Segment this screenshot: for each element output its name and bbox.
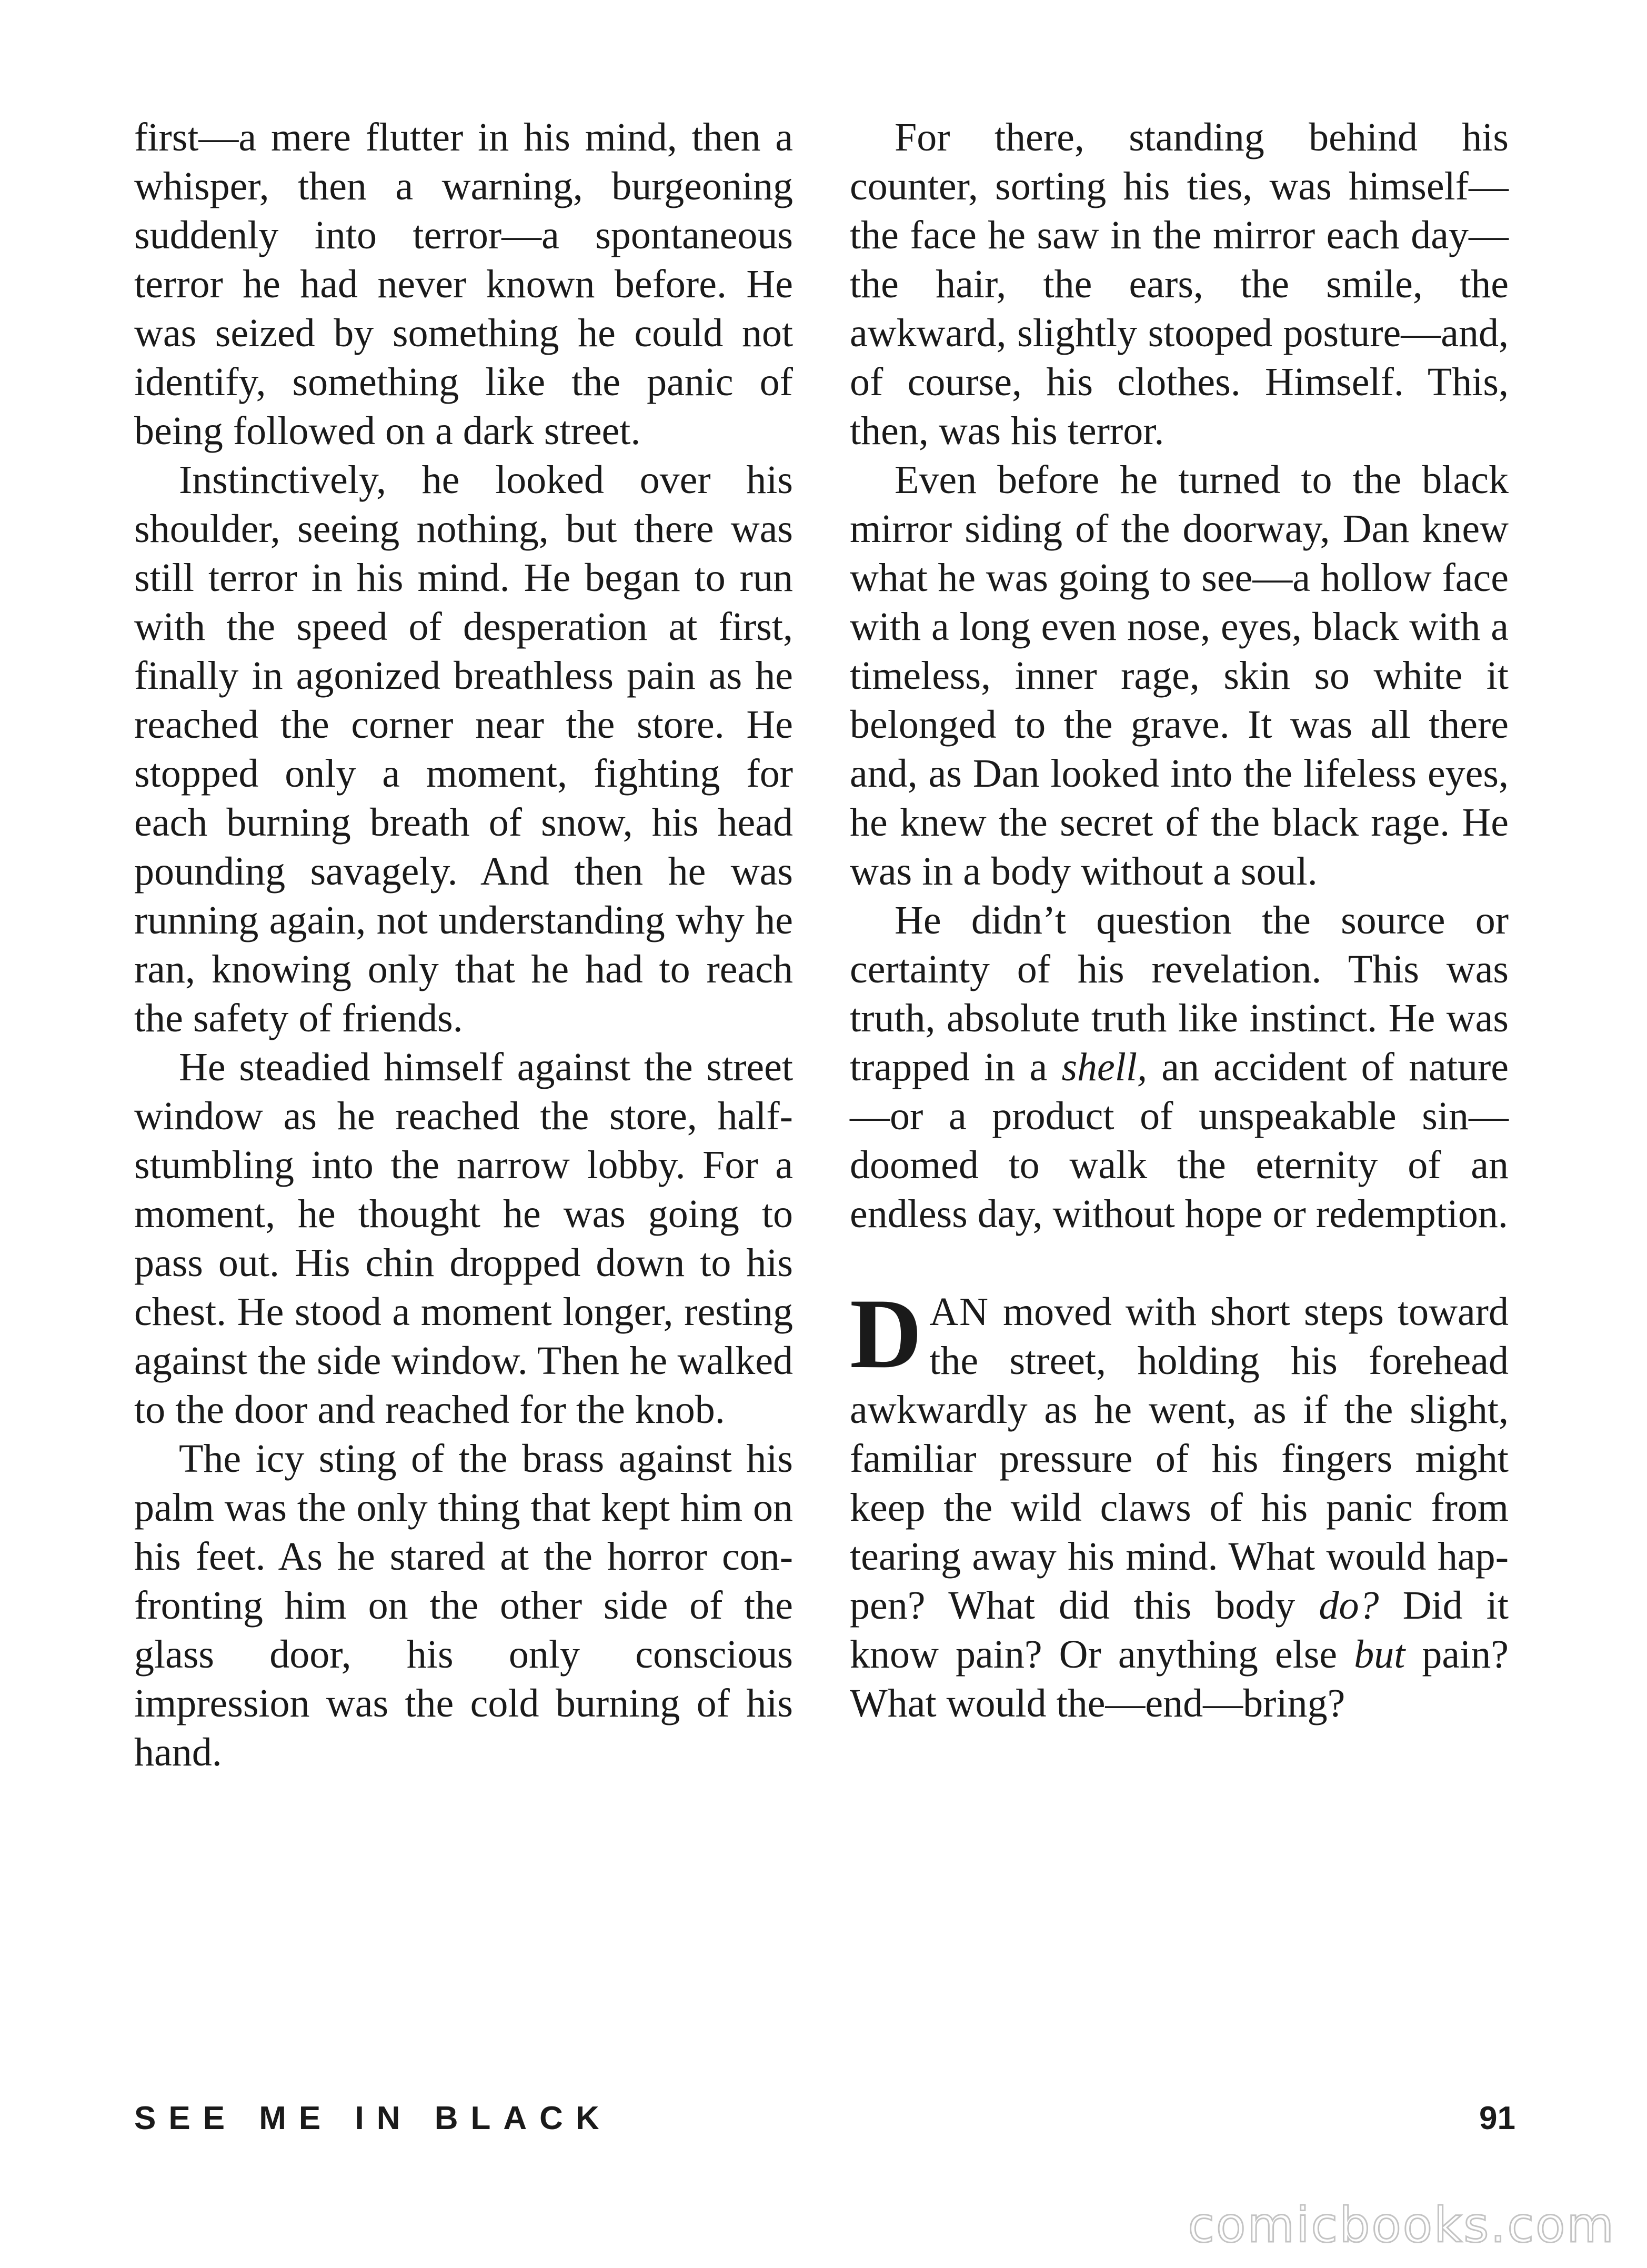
page-footer <box>134 2100 1515 2147</box>
text-run: moved with short steps toward the street, holding his forehead awkwardly as he went, as if the slight, familiar pressure of his fingers might keep the wild claws of his panic from tearing away his mind. What would happen? What did this body <box>850 1290 1509 1628</box>
left-column <box>134 113 793 1777</box>
page-number: 91 <box>1479 2100 1515 2136</box>
paragraph: first—a mere flutter in his mind, then a whisper, then a warning, burgeoning suddenly into terror—a spontaneous terror he had never known before. He was seized by something he could not identify, something like the panic of being followed on a dark street. <box>134 115 793 453</box>
small-caps-text: AN <box>929 1290 989 1334</box>
italic-text: do? <box>1319 1583 1379 1628</box>
drop-cap: D <box>850 1279 922 1389</box>
right-column <box>850 113 1509 1728</box>
paragraph: Even before he turned to the black mirror siding of the doorway, Dan knew what he was going to see—a hollow face with a long even nose, eyes, black with a timeless, inner rage, skin so white it belonged to the grave. It was all there and, as Dan looked into the lifeless eyes, he knew the secret of the black rage. He was in a body without a soul. <box>850 458 1509 894</box>
italic-text: shell, <box>1061 1045 1147 1089</box>
paragraph: Instinctively, he looked over his shoulder, seeing nothing, but there was still terror in his mind. He began to run with the speed of desperation at first, finally in agonized breathless pain as he reached the corner near the store. He stopped only a moment, fighting for each burning breath of snow, his head pounding savagely. And then he was running again, not understanding why he ran, knowing only that he had to reach the safety of friends. <box>134 458 793 1040</box>
running-title: SEE ME IN BLACK <box>134 2100 612 2136</box>
paragraph: He steadied himself against the street window as he reached the store, half-stumbling into the narrow lobby. For a moment, he thought he was going to pass out. His chin dropped down to his chest. He stood a moment longer, resting against the side window. Then he walked to the door and reached for the knob. <box>134 1045 793 1432</box>
text-run: He didn’t question the source or certainty of his revelation. This was truth, absolute truth like instinct. He was trapped in a <box>850 898 1509 1089</box>
text-run: pain? What would the—end—bring? <box>850 1632 1509 1725</box>
section-opening-paragraph <box>850 1279 1509 1728</box>
paragraph <box>850 896 1509 1239</box>
paragraph: The icy sting of the brass against his palm was the only thing that kept him on his feet. As he stared at the horror confronting him on the other side of the glass door, his only conscious impression was the cold burning of his hand. <box>134 1437 793 1774</box>
paragraph: For there, standing behind his counter, sorting his ties, was himself—the face he saw in the mirror each day—the hair, the ears, the smile, the awkward, slightly stooped posture—and, of course, his clothes. Himself. This, then, was his terror. <box>850 115 1509 453</box>
italic-text: but <box>1354 1632 1405 1677</box>
text-run: an accident of nature—or a product of unspeakable sin—doomed to walk the eternity of an endless day, without hope or redemption. <box>850 1045 1509 1236</box>
watermark: comicbooks.com <box>1188 2197 1615 2253</box>
text-run: Did it know pain? Or anything else <box>850 1583 1509 1677</box>
